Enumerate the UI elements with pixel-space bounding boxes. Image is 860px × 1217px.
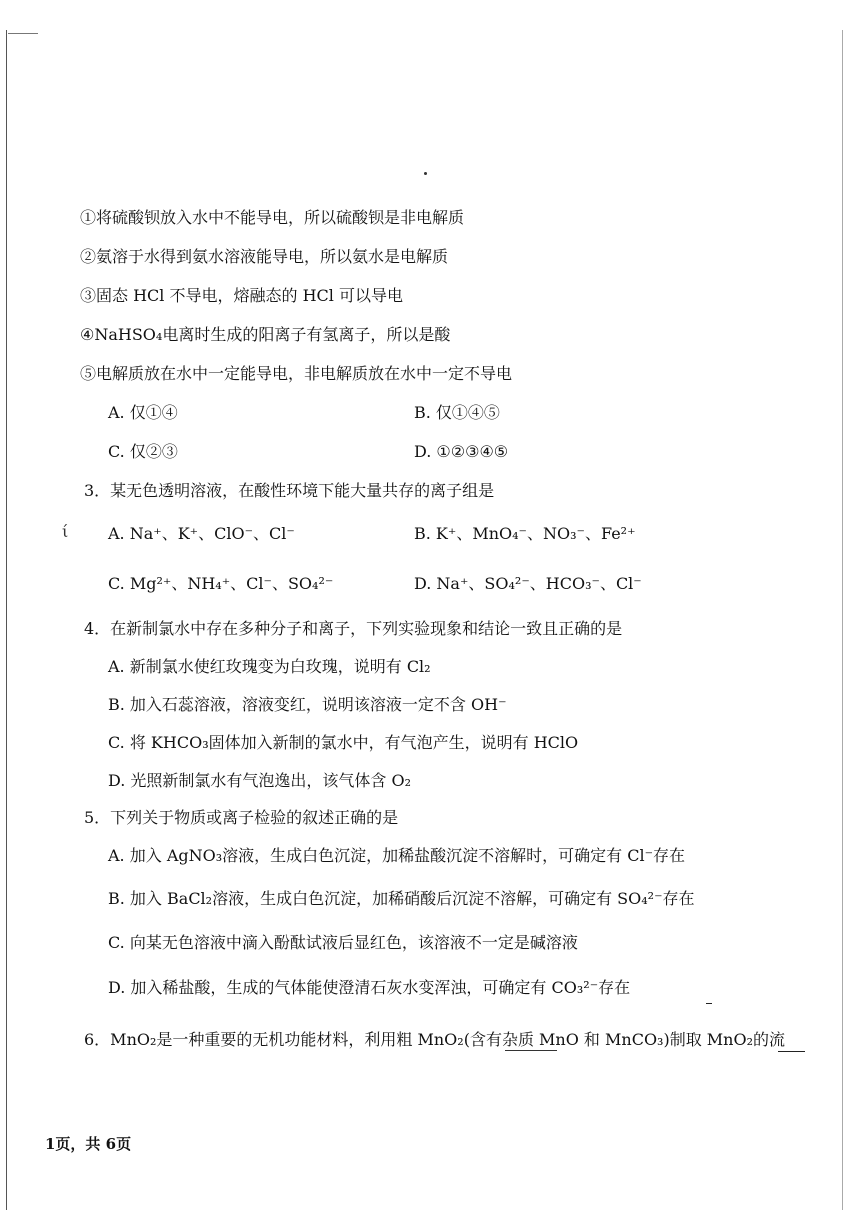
q5-option-a: A. 加入 AgNO₃溶液，生成白色沉淀，加稀盐酸沉淀不溶解时，可确定有 Cl⁻存在 bbox=[108, 846, 686, 865]
q5-option-b: B. 加入 BaCl₂溶液，生成白色沉淀，加稀硝酸后沉淀不溶解，可确定有 SO₄²⁻存在 bbox=[108, 889, 695, 908]
q3-stem: 3．某无色透明溶液，在酸性环境下能大量共存的离子组是 bbox=[84, 481, 495, 500]
q4-option-d: D. 光照新制氯水有气泡逸出，该气体含 O₂ bbox=[108, 771, 412, 790]
statement-1: ①将硫酸钡放入水中不能导电，所以硫酸钡是非电解质 bbox=[80, 208, 465, 227]
underline-annotation bbox=[505, 1050, 557, 1051]
q3-option-b: B. K⁺、MnO₄⁻、NO₃⁻、Fe²⁺ bbox=[414, 524, 636, 543]
q4-option-c: C. 将 KHCO₃固体加入新制的氯水中，有气泡产生，说明有 HClO bbox=[108, 733, 579, 752]
q2-option-b: B. 仅①④⑤ bbox=[414, 403, 500, 422]
q4-option-a: A. 新制氯水使红玫瑰变为白玫瑰，说明有 Cl₂ bbox=[108, 657, 431, 676]
q3-option-c: C. Mg²⁺、NH₄⁺、Cl⁻、SO₄²⁻ bbox=[108, 574, 334, 593]
statement-2: ②氨溶于水得到氨水溶液能导电，所以氨水是电解质 bbox=[80, 247, 449, 266]
small-dash bbox=[706, 1003, 712, 1004]
page-footer: 1页，共 6页 bbox=[45, 1135, 132, 1153]
q4-option-b: B. 加入石蕊溶液，溶液变红，说明该溶液一定不含 OH⁻ bbox=[108, 695, 507, 714]
q2-option-d: D. ①②③④⑤ bbox=[414, 442, 509, 461]
q2-option-a: A. 仅①④ bbox=[108, 403, 178, 422]
page-border-top bbox=[8, 33, 38, 34]
margin-dash bbox=[778, 1051, 805, 1052]
q2-option-c: C. 仅②③ bbox=[108, 442, 178, 461]
stray-dot bbox=[424, 172, 427, 175]
q4-stem: 4．在新制氯水中存在多种分子和离子，下列实验现象和结论一致且正确的是 bbox=[84, 619, 623, 638]
q6-stem: 6．MnO₂是一种重要的无机功能材料，利用粗 MnO₂(含有杂质 MnO 和 MnCO₃)制取 MnO₂的流 bbox=[84, 1030, 786, 1049]
q3-option-d: D. Na⁺、SO₄²⁻、HCO₃⁻、Cl⁻ bbox=[414, 574, 642, 593]
statement-4: ④NaHSO₄电离时生成的阳离子有氢离子，所以是酸 bbox=[80, 325, 451, 344]
page-border-left bbox=[6, 30, 7, 1210]
statement-5: ⑤电解质放在水中一定能导电，非电解质放在水中一定不导电 bbox=[80, 364, 513, 383]
page-border-right bbox=[842, 30, 843, 1210]
q3-option-a: A. Na⁺、K⁺、ClO⁻、Cl⁻ bbox=[108, 524, 295, 543]
q5-stem: 5．下列关于物质或离子检验的叙述正确的是 bbox=[84, 808, 399, 827]
margin-mark: ί bbox=[62, 522, 69, 541]
statement-3: ③固态 HCl 不导电，熔融态的 HCl 可以导电 bbox=[80, 286, 403, 305]
q5-option-c: C. 向某无色溶液中滴入酚酞试液后显红色，该溶液不一定是碱溶液 bbox=[108, 933, 578, 952]
q5-option-d: D. 加入稀盐酸，生成的气体能使澄清石灰水变浑浊，可确定有 CO₃²⁻存在 bbox=[108, 978, 631, 997]
